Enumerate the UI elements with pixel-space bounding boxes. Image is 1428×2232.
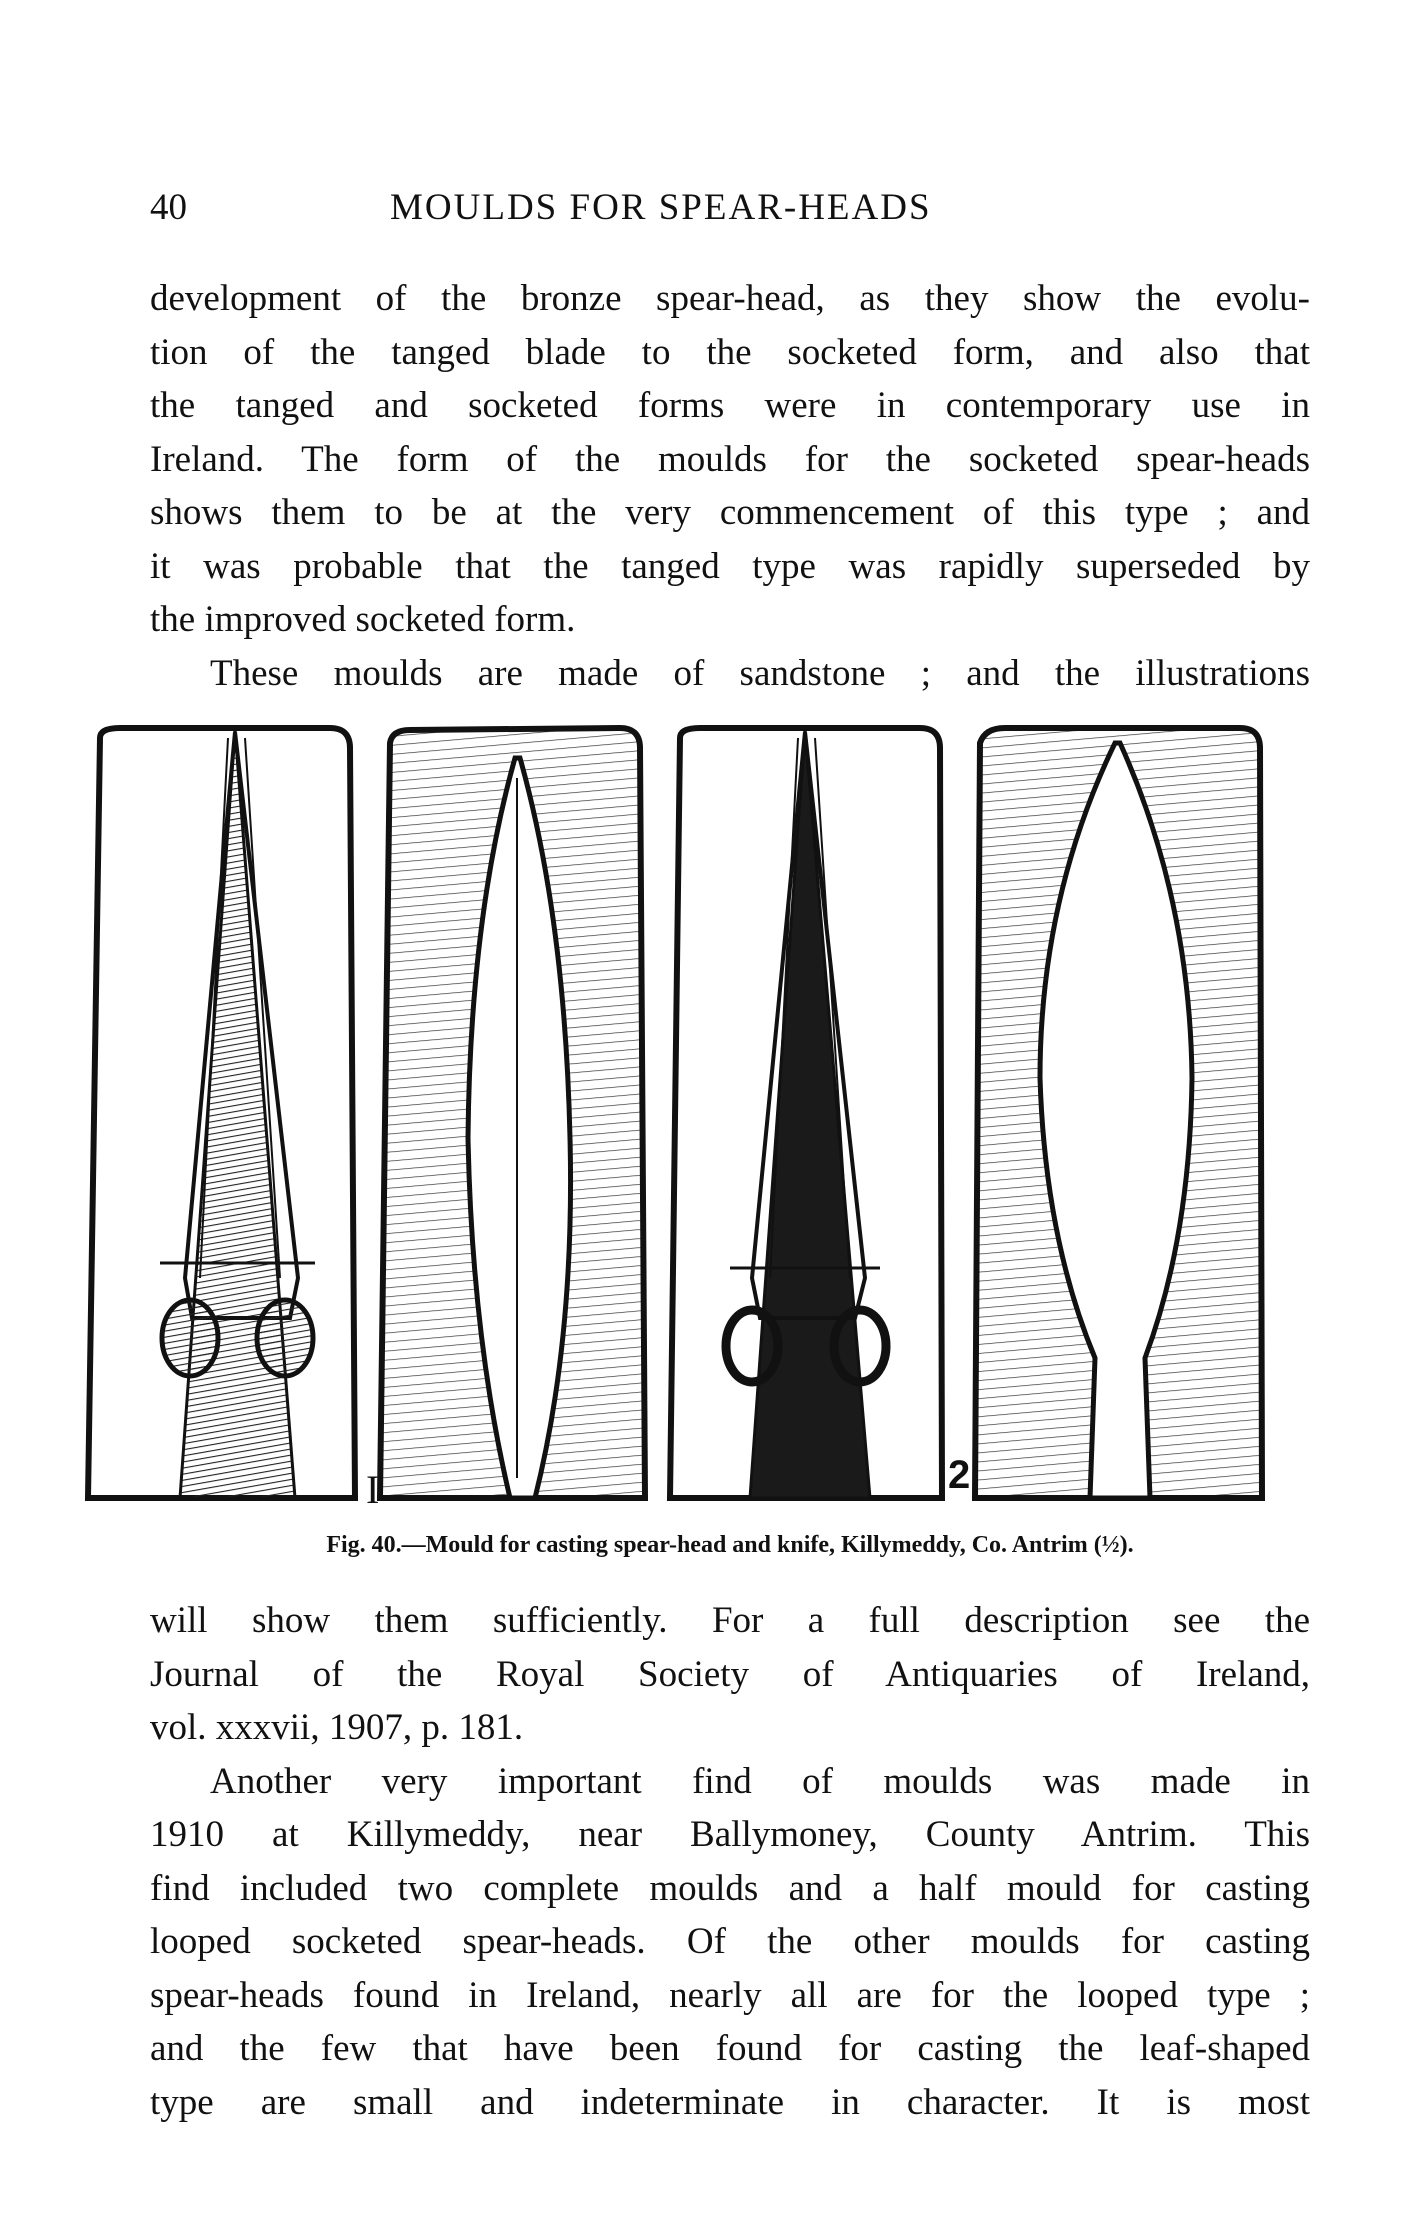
figure-caption: Fig. 40.—Mould for casting spear-head and knife, Killymeddy, Co. Antrim (½).	[326, 1532, 1134, 1558]
mould-1a	[88, 728, 355, 1498]
text-line: 1910 at Killymeddy, near Ballymoney, County Antrim. This	[150, 1814, 1310, 1855]
text-line: tion of the tanged blade to the socketed form, and also that	[150, 331, 1310, 373]
bottom-text	[150, 1594, 1310, 2129]
text-line: find included two complete moulds and a half mould for casting	[150, 1867, 1310, 1909]
text-line: vol. xxxvii, 1907, p. 181.	[150, 1707, 524, 1748]
text-line: Journal of the Royal Society of Antiquaries of Ireland,	[150, 1653, 1310, 1695]
text-line: it was probable that the tanged type was rapidly superseded by	[150, 545, 1310, 587]
text-line: Another very important find of moulds was made in	[210, 1760, 1310, 1802]
mould-figure	[80, 718, 1360, 1518]
mould-2a	[670, 728, 942, 1498]
text-line: the improved socketed form.	[150, 599, 576, 640]
text-line: spear-heads found in Ireland, nearly all are for the looped type ;	[150, 1974, 1310, 2016]
figure-label-1: I	[366, 1467, 380, 1512]
mould-1b	[380, 728, 645, 1498]
text-line: the tanged and socketed forms were in contemporary use in	[150, 385, 1310, 426]
top-text	[150, 272, 1310, 700]
running-title: MOULDS FOR SPEAR-HEADS	[390, 187, 932, 228]
figure-label-2: 2	[948, 1453, 971, 1497]
text-line: type are small and indeterminate in character. It is most	[150, 2081, 1310, 2123]
text-line: and the few that have been found for casting the leaf-shaped	[150, 2028, 1310, 2069]
mould-2b	[975, 728, 1262, 1498]
text-line: will show them sufficiently. For a full description see the	[150, 1600, 1310, 1641]
mould-illustration	[80, 718, 1360, 1518]
text-line: shows them to be at the very commencement of this type ; and	[150, 492, 1310, 533]
page-header	[150, 186, 1310, 236]
text-line: Ireland. The form of the moulds for the socketed spear-heads	[150, 438, 1310, 480]
text-line: These moulds are made of sandstone ; and the illustrations	[210, 652, 1310, 694]
page-number: 40	[150, 187, 187, 228]
text-line: looped socketed spear-heads. Of the other moulds for casting	[150, 1921, 1310, 1962]
text-line: development of the bronze spear-head, as they show the evolu-	[150, 278, 1310, 319]
